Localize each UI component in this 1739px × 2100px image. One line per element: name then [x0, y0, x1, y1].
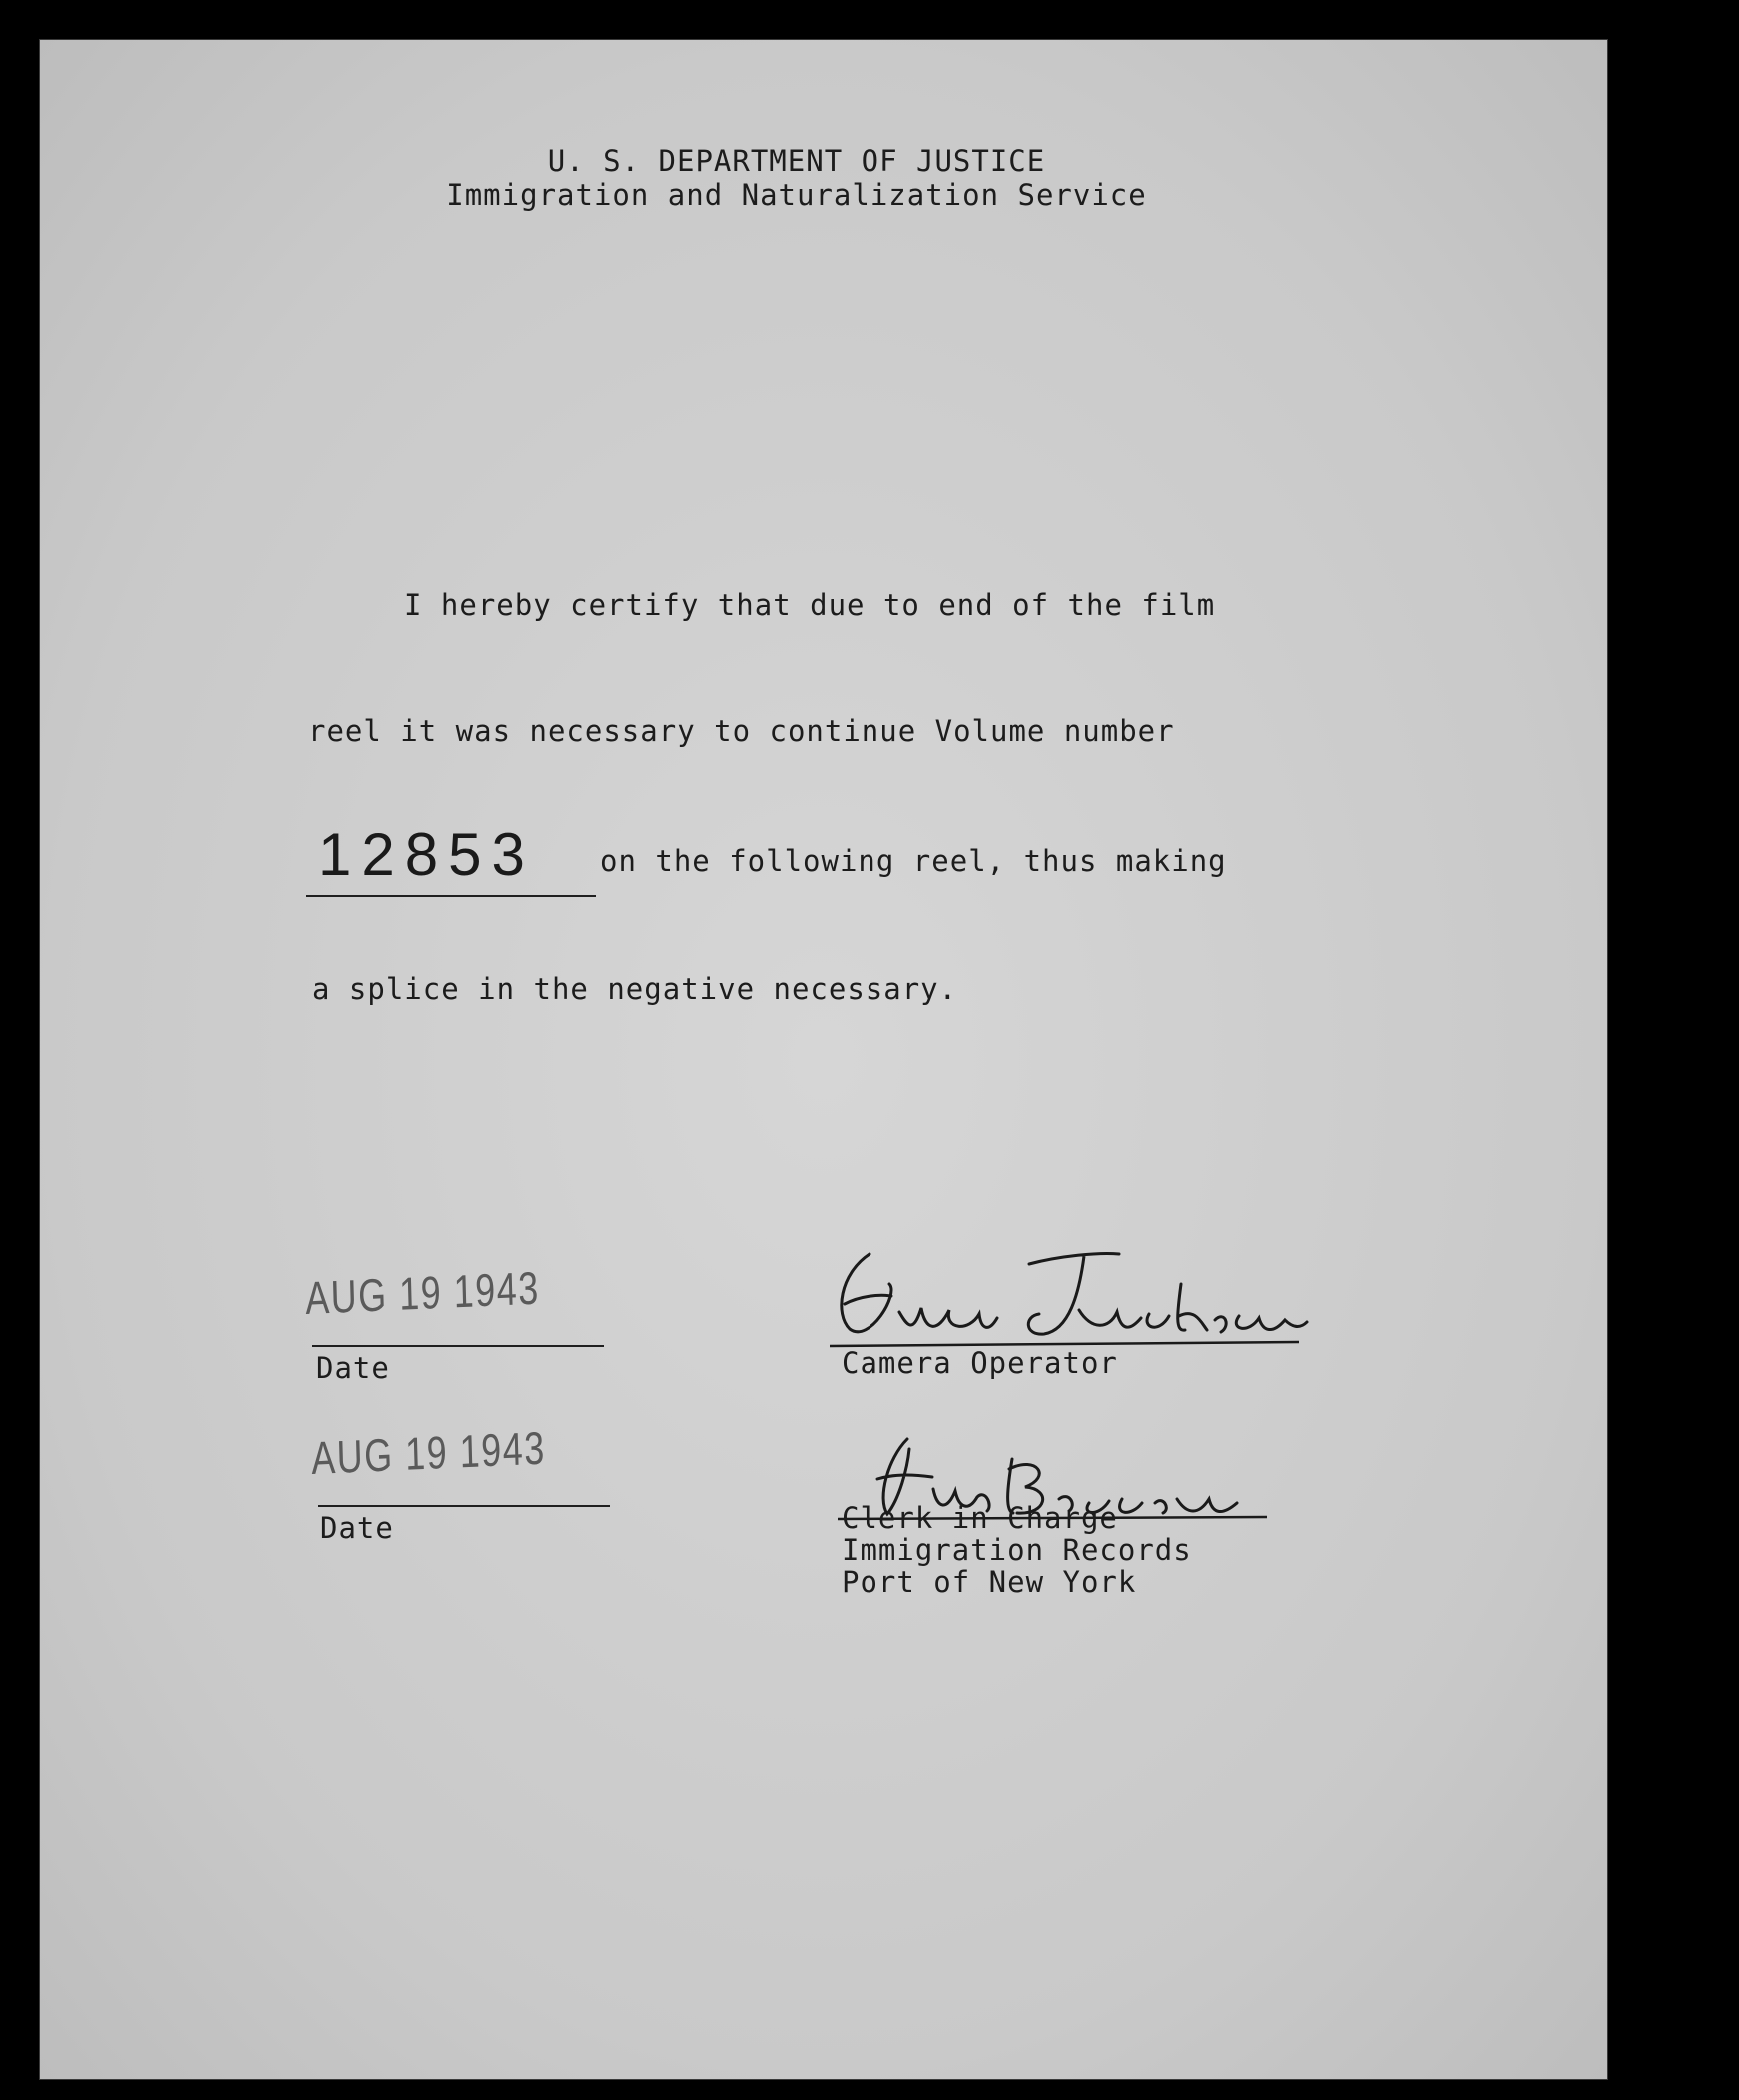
body-line-1: I hereby certify that due to end of the film [404, 588, 1216, 622]
clerk-title-line-2: Immigration Records [842, 1533, 1192, 1567]
header-department: U. S. DEPARTMENT OF JUSTICE [547, 144, 1046, 178]
date-label-1: Date [316, 1351, 390, 1385]
camera-operator-label: Camera Operator [842, 1346, 1118, 1380]
date-stamp-2: AUG 19 1943 [310, 1421, 547, 1485]
clerk-title-line-3: Port of New York [842, 1565, 1137, 1599]
date-stamp-1: AUG 19 1943 [304, 1261, 541, 1325]
date-line-2 [318, 1505, 610, 1507]
date-line-1 [312, 1345, 604, 1347]
camera-operator-signature [830, 1234, 1309, 1354]
body-line-2: reel it was necessary to continue Volume number [308, 714, 1175, 748]
body-line-4: a splice in the negative necessary. [312, 972, 958, 1006]
body-line-3: on the following reel, thus making [600, 844, 1227, 878]
date-label-2: Date [320, 1511, 394, 1545]
header-service: Immigration and Naturalization Service [446, 178, 1147, 212]
document-page [40, 40, 1607, 2079]
volume-number-handwritten: 12853 [318, 821, 535, 888]
volume-number-underline [306, 895, 596, 897]
clerk-title-line-1: Clerk in Charge [842, 1501, 1118, 1535]
